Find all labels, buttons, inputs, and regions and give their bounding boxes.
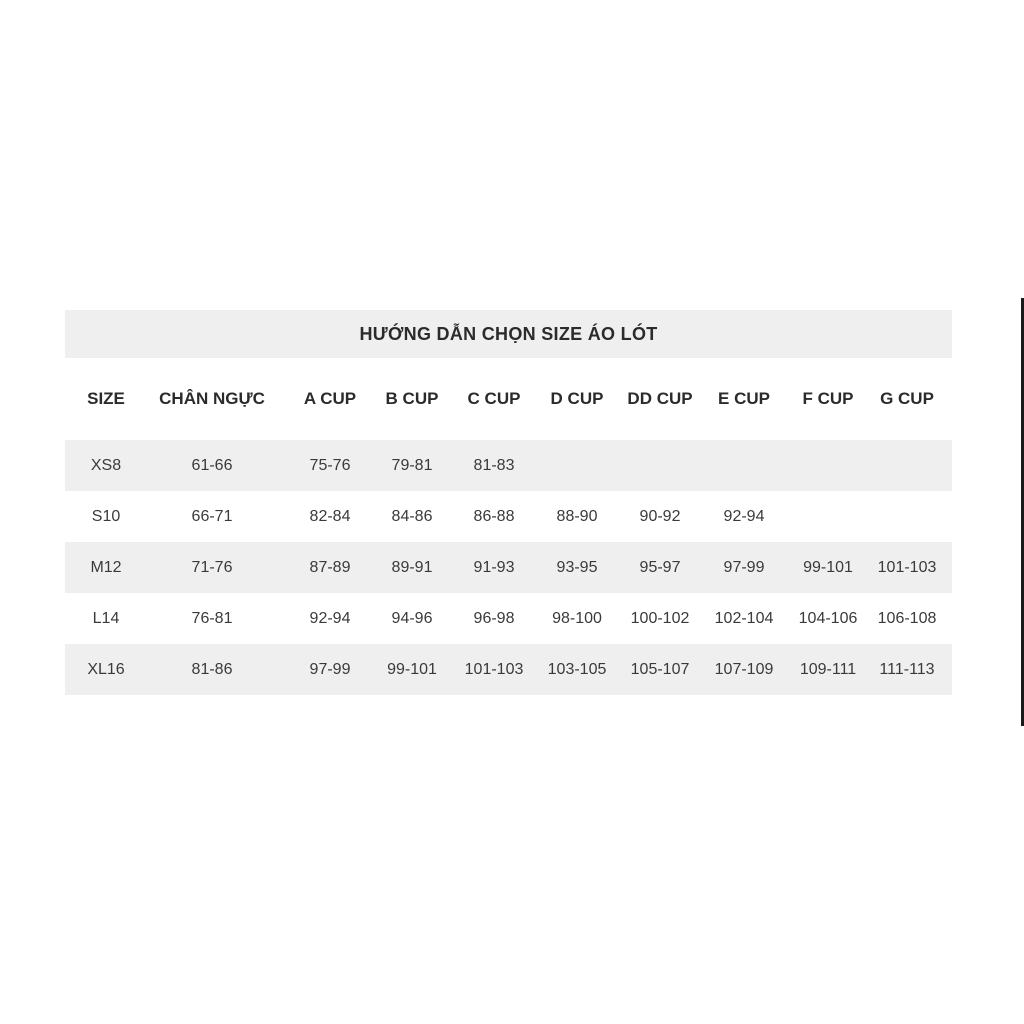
table-header-row (65, 358, 952, 440)
cell-a-cup: 92-94 (309, 609, 351, 627)
cell-underbust: 81-86 (191, 660, 233, 678)
cell-d-cup: 93-95 (556, 558, 598, 576)
header-f-cup: F CUP (802, 389, 854, 408)
cell-dd-cup: 90-92 (639, 507, 681, 525)
bra-size-chart (65, 310, 952, 695)
cell-c-cup: 101-103 (464, 660, 524, 678)
cell-g-cup: 111-113 (879, 660, 935, 678)
cell-c-cup: 86-88 (473, 507, 515, 525)
header-c-cup: C CUP (467, 389, 521, 408)
cell-b-cup: 89-91 (391, 558, 433, 576)
cell-d-cup: 88-90 (556, 507, 598, 525)
header-dd-cup: DD CUP (627, 389, 693, 408)
table-row (65, 593, 952, 644)
cell-size: M12 (90, 558, 122, 576)
cell-f-cup: 99-101 (803, 558, 853, 576)
header-size: SIZE (87, 389, 125, 408)
cell-underbust: 76-81 (191, 609, 233, 627)
cell-e-cup: 107-109 (714, 660, 774, 678)
header-d-cup: D CUP (550, 389, 604, 408)
cell-c-cup: 91-93 (473, 558, 515, 576)
cell-dd-cup: 105-107 (630, 660, 690, 678)
cell-b-cup: 94-96 (391, 609, 433, 627)
header-underbust: CHÂN NGỰC (159, 389, 265, 408)
cell-size: XS8 (90, 456, 122, 474)
cell-underbust: 66-71 (191, 507, 233, 525)
table-row (65, 542, 952, 593)
cell-a-cup: 87-89 (309, 558, 351, 576)
cell-g-cup: 106-108 (877, 609, 937, 627)
cell-c-cup: 96-98 (473, 609, 515, 627)
cell-size: L14 (92, 609, 120, 627)
table-row (65, 644, 952, 695)
cell-e-cup: 97-99 (723, 558, 765, 576)
cell-size: S10 (91, 507, 121, 525)
cell-d-cup: 98-100 (552, 609, 602, 627)
cell-g-cup: 101-103 (877, 558, 937, 576)
table-row (65, 491, 952, 542)
cell-a-cup: 75-76 (309, 456, 351, 474)
cell-b-cup: 84-86 (391, 507, 433, 525)
header-b-cup: B CUP (385, 389, 439, 408)
cell-a-cup: 97-99 (309, 660, 351, 678)
cell-underbust: 71-76 (191, 558, 233, 576)
cell-f-cup: 109-111 (799, 660, 857, 678)
header-g-cup: G CUP (880, 389, 934, 408)
cell-dd-cup: 95-97 (639, 558, 681, 576)
table-row (65, 440, 952, 491)
cell-c-cup: 81-83 (473, 456, 515, 474)
cell-dd-cup: 100-102 (630, 609, 690, 627)
cell-e-cup: 92-94 (723, 507, 765, 525)
cell-b-cup: 79-81 (391, 456, 433, 474)
cell-a-cup: 82-84 (309, 507, 351, 525)
header-a-cup: A CUP (303, 389, 357, 408)
chart-title: HƯỚNG DẪN CHỌN SIZE ÁO LÓT (65, 310, 952, 358)
cell-underbust: 61-66 (191, 456, 233, 474)
cell-f-cup: 104-106 (798, 609, 858, 627)
header-e-cup: E CUP (718, 389, 770, 408)
cell-e-cup: 102-104 (714, 609, 774, 627)
cell-d-cup: 103-105 (547, 660, 607, 678)
cell-size: XL16 (87, 660, 125, 678)
cell-b-cup: 99-101 (387, 660, 437, 678)
